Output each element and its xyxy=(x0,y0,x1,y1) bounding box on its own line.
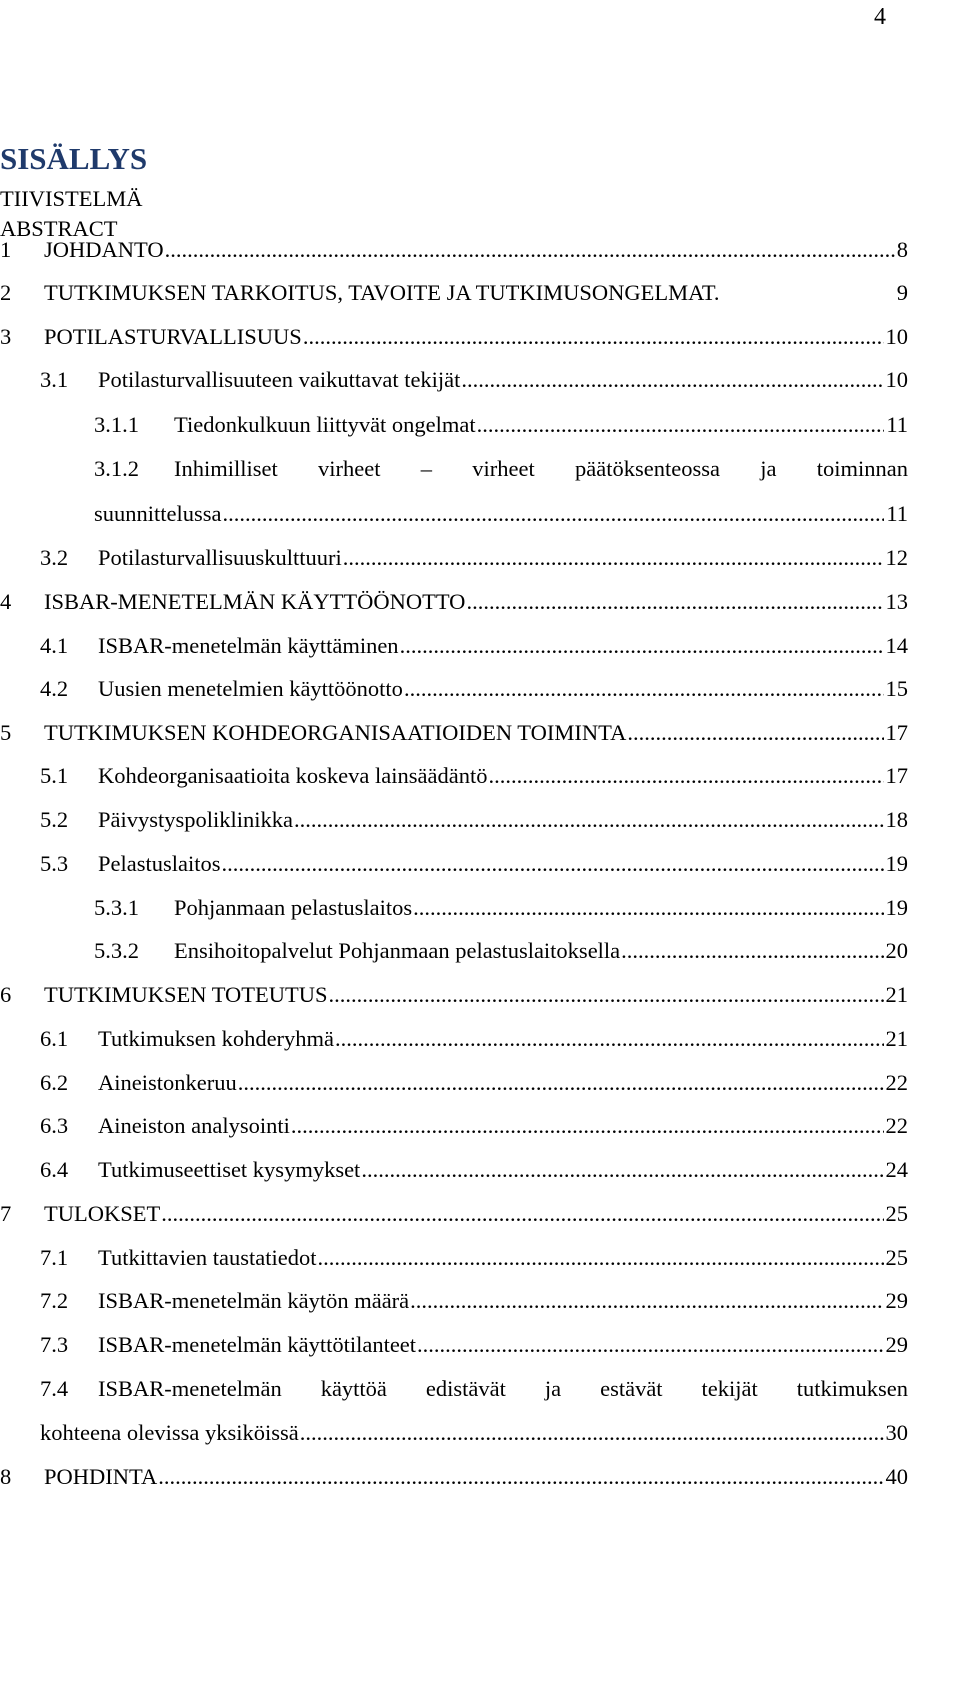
toc-leader-dots xyxy=(621,934,883,968)
toc-entry[interactable] xyxy=(0,276,908,310)
toc-entry-label: Pelastuslaitos xyxy=(98,851,221,876)
toc-leader-dots xyxy=(223,497,885,531)
toc-leader-dots xyxy=(329,978,884,1012)
toc-entry-number: 2 xyxy=(0,280,12,305)
toc-entry-number: 7.2 xyxy=(40,1288,69,1313)
toc-entry-number: 7 xyxy=(0,1201,12,1226)
toc-entry-number: 7.1 xyxy=(40,1245,69,1270)
toc-entry[interactable] xyxy=(0,978,908,1012)
toc-entry-number: 7.3 xyxy=(40,1332,69,1357)
toc-leader-dots xyxy=(410,1284,883,1318)
toc-entry-label: Päivystyspoliklinikka xyxy=(98,807,294,832)
toc-leader-dots xyxy=(466,585,883,619)
toc-entry-page: 11 xyxy=(886,501,908,526)
toc-leader-dots xyxy=(158,1460,883,1494)
toc-leader-dots xyxy=(335,1022,883,1056)
toc-entry[interactable] xyxy=(0,1328,908,1362)
toc-entry-page: 40 xyxy=(885,1464,908,1489)
toc-leader-dots xyxy=(627,716,883,750)
toc-entry-label: Kohdeorganisaatioita koskeva lainsäädäntö xyxy=(98,763,488,788)
toc-entry-number: 5.2 xyxy=(40,807,69,832)
toc-entry-page: 21 xyxy=(885,982,908,1007)
toc-entry-number: 4.1 xyxy=(40,633,69,658)
toc-entry-label: Tutkittavien taustatiedot xyxy=(98,1245,317,1270)
toc-entry[interactable] xyxy=(0,541,908,575)
toc-entry-page: 22 xyxy=(885,1113,908,1138)
toc-entry-number: 1 xyxy=(0,237,12,262)
toc-entry[interactable] xyxy=(0,408,908,442)
toc-entry[interactable] xyxy=(0,1372,908,1406)
toc-entry-number: 5.3 xyxy=(40,851,69,876)
toc-entry-page: 30 xyxy=(885,1420,908,1445)
toc-leader-dots xyxy=(477,408,885,442)
toc-entry-number: 3.2 xyxy=(40,545,69,570)
toc-entry-page: 18 xyxy=(885,807,908,832)
toc-entry-label: Uusien menetelmien käyttöönotto xyxy=(98,676,403,701)
toc-entry[interactable] xyxy=(0,1109,908,1143)
toc-entry[interactable] xyxy=(0,934,908,968)
toc-entry[interactable] xyxy=(0,1197,908,1231)
toc-entry[interactable] xyxy=(0,497,908,531)
toc-entry-number: 7.4 xyxy=(40,1376,69,1401)
toc-entry-label: POTILASTURVALLISUUS xyxy=(44,324,302,349)
toc-entry-page: 10 xyxy=(885,324,908,349)
toc-entry[interactable] xyxy=(0,803,908,837)
toc-entry-label: ISBAR-menetelmän käyttötilanteet xyxy=(98,1332,417,1357)
toc-entry-page: 25 xyxy=(885,1201,908,1226)
toc-entry[interactable] xyxy=(0,233,908,267)
toc-entry[interactable] xyxy=(0,363,908,397)
toc-entry[interactable] xyxy=(0,716,908,750)
toc-entry-number: 4.2 xyxy=(40,676,69,701)
toc-entry-page: 17 xyxy=(885,720,908,745)
toc-entry-label: TULOKSET xyxy=(44,1201,161,1226)
toc-entry-number: 3.1.1 xyxy=(94,412,139,437)
toc-leader-dots xyxy=(165,233,895,267)
toc-entry-page: 25 xyxy=(885,1245,908,1270)
toc-entry[interactable] xyxy=(0,1416,908,1450)
toc-entry-page: 9 xyxy=(896,280,908,305)
page-title: SISÄLLYS xyxy=(0,141,148,176)
toc-entry-number: 3 xyxy=(0,324,12,349)
toc-entry-page: 21 xyxy=(885,1026,908,1051)
toc-entry-label: Potilasturvallisuuteen vaikuttavat tekijät xyxy=(98,367,461,392)
toc-leader-dots xyxy=(488,759,883,793)
toc-leader-dots xyxy=(291,1109,884,1143)
toc-entry-number: 3.1.2 xyxy=(94,456,139,481)
toc-entry-number: 6.1 xyxy=(40,1026,69,1051)
front-matter-tiivistelma: TIIVISTELMÄ xyxy=(0,186,143,211)
toc-leader-dots xyxy=(404,672,884,706)
toc-entry-number: 8 xyxy=(0,1464,12,1489)
toc-entry-page: 15 xyxy=(885,676,908,701)
toc-leader-dots xyxy=(413,891,883,925)
toc-leader-dots xyxy=(300,1416,884,1450)
toc-entry-label: kohteena olevissa yksiköissä xyxy=(40,1420,299,1445)
toc-entry[interactable] xyxy=(0,759,908,793)
toc-entry-page: 19 xyxy=(885,851,908,876)
toc-entry-page: 8 xyxy=(896,237,908,262)
toc-entry-page: 29 xyxy=(885,1288,908,1313)
toc-leader-dots xyxy=(318,1241,884,1275)
toc-leader-dots xyxy=(238,1066,884,1100)
toc-leader-dots xyxy=(294,803,883,837)
toc-entry-number: 6.3 xyxy=(40,1113,69,1138)
toc-entry-label: Tiedonkulkuun liittyvät ongelmat xyxy=(174,412,476,437)
toc-entry[interactable] xyxy=(0,452,908,486)
toc-entry-label: JOHDANTO xyxy=(44,237,164,262)
toc-entry-page: 10 xyxy=(885,367,908,392)
toc-entry-number: 5.3.1 xyxy=(94,895,139,920)
toc-entry[interactable] xyxy=(0,1284,908,1318)
toc-entry[interactable] xyxy=(0,891,908,925)
toc-leader-dots xyxy=(343,541,884,575)
toc-entry-page: 14 xyxy=(885,633,908,658)
toc-entry[interactable] xyxy=(0,629,908,663)
toc-entry-page: 11 xyxy=(886,412,908,437)
toc-entry-label: Potilasturvallisuuskulttuuri xyxy=(98,545,342,570)
toc-entry-label: Inhimilliset virheet – virheet päätöksenteossa ja toiminnan xyxy=(174,456,908,481)
toc-entry[interactable] xyxy=(0,672,908,706)
page-number: 4 xyxy=(874,4,886,30)
toc-entry-label: Ensihoitopalvelut Pohjanmaan pelastuslaitoksella xyxy=(174,938,621,963)
toc-entry-number: 3.1 xyxy=(40,367,69,392)
toc-entry[interactable] xyxy=(0,1153,908,1187)
toc-entry-number: 5.1 xyxy=(40,763,69,788)
toc-leader-dots xyxy=(400,629,884,663)
toc-entry-number: 4 xyxy=(0,589,12,614)
toc-entry-page: 20 xyxy=(885,938,908,963)
toc-entry-page: 29 xyxy=(885,1332,908,1357)
toc-entry-label: TUTKIMUKSEN TARKOITUS, TAVOITE JA TUTKIMUSONGELMAT. xyxy=(44,280,720,305)
toc-entry-label: suunnittelussa xyxy=(94,501,222,526)
toc-entry-label: TUTKIMUKSEN TOTEUTUS xyxy=(44,982,328,1007)
toc-leader-dots xyxy=(361,1153,883,1187)
toc-entry-number: 5 xyxy=(0,720,12,745)
toc-entry-number: 6 xyxy=(0,982,12,1007)
front-matter-abstract: ABSTRACT xyxy=(0,216,118,241)
toc-entry-page: 19 xyxy=(885,895,908,920)
toc-leader-dots xyxy=(161,1197,883,1231)
toc-entry[interactable] xyxy=(0,1460,908,1494)
toc-entry-label: ISBAR-menetelmän käyttöä edistävät ja estävät tekijät tutkimuksen xyxy=(98,1376,908,1401)
toc-entry-label: Tutkimuseettiset kysymykset xyxy=(98,1157,361,1182)
toc-entry-page: 24 xyxy=(885,1157,908,1182)
toc-entry[interactable] xyxy=(0,585,908,619)
toc-entry-label: TUTKIMUKSEN KOHDEORGANISAATIOIDEN TOIMINTA xyxy=(44,720,627,745)
toc-leader-dots xyxy=(417,1328,883,1362)
toc-leader-dots xyxy=(303,320,884,354)
toc-entry[interactable] xyxy=(0,320,908,354)
toc-entry-label: Aineistonkeruu xyxy=(98,1070,237,1095)
toc-entry-number: 6.4 xyxy=(40,1157,69,1182)
toc-entry-label: Aineiston analysointi xyxy=(98,1113,290,1138)
toc-entry-page: 17 xyxy=(885,763,908,788)
toc-entry[interactable] xyxy=(0,1066,908,1100)
toc-entry-number: 6.2 xyxy=(40,1070,69,1095)
toc-entry[interactable] xyxy=(0,1022,908,1056)
toc-entry-label: ISBAR-menetelmän käytön määrä xyxy=(98,1288,410,1313)
toc-leader-dots xyxy=(461,363,883,397)
toc-entry[interactable] xyxy=(0,847,908,881)
toc-entry-page: 13 xyxy=(885,589,908,614)
toc-leader-dots xyxy=(222,847,884,881)
toc-entry-label: Pohjanmaan pelastuslaitos xyxy=(174,895,413,920)
toc-entry-label: ISBAR-menetelmän käyttäminen xyxy=(98,633,399,658)
toc-entry-page: 22 xyxy=(885,1070,908,1095)
toc-entry-label: Tutkimuksen kohderyhmä xyxy=(98,1026,335,1051)
toc-entry-label: POHDINTA xyxy=(44,1464,158,1489)
toc-entry-number: 5.3.2 xyxy=(94,938,139,963)
toc-entry-label: ISBAR-MENETELMÄN KÄYTTÖÖNOTTO xyxy=(44,589,466,614)
toc-entry[interactable] xyxy=(0,1241,908,1275)
toc-entry-page: 12 xyxy=(885,545,908,570)
